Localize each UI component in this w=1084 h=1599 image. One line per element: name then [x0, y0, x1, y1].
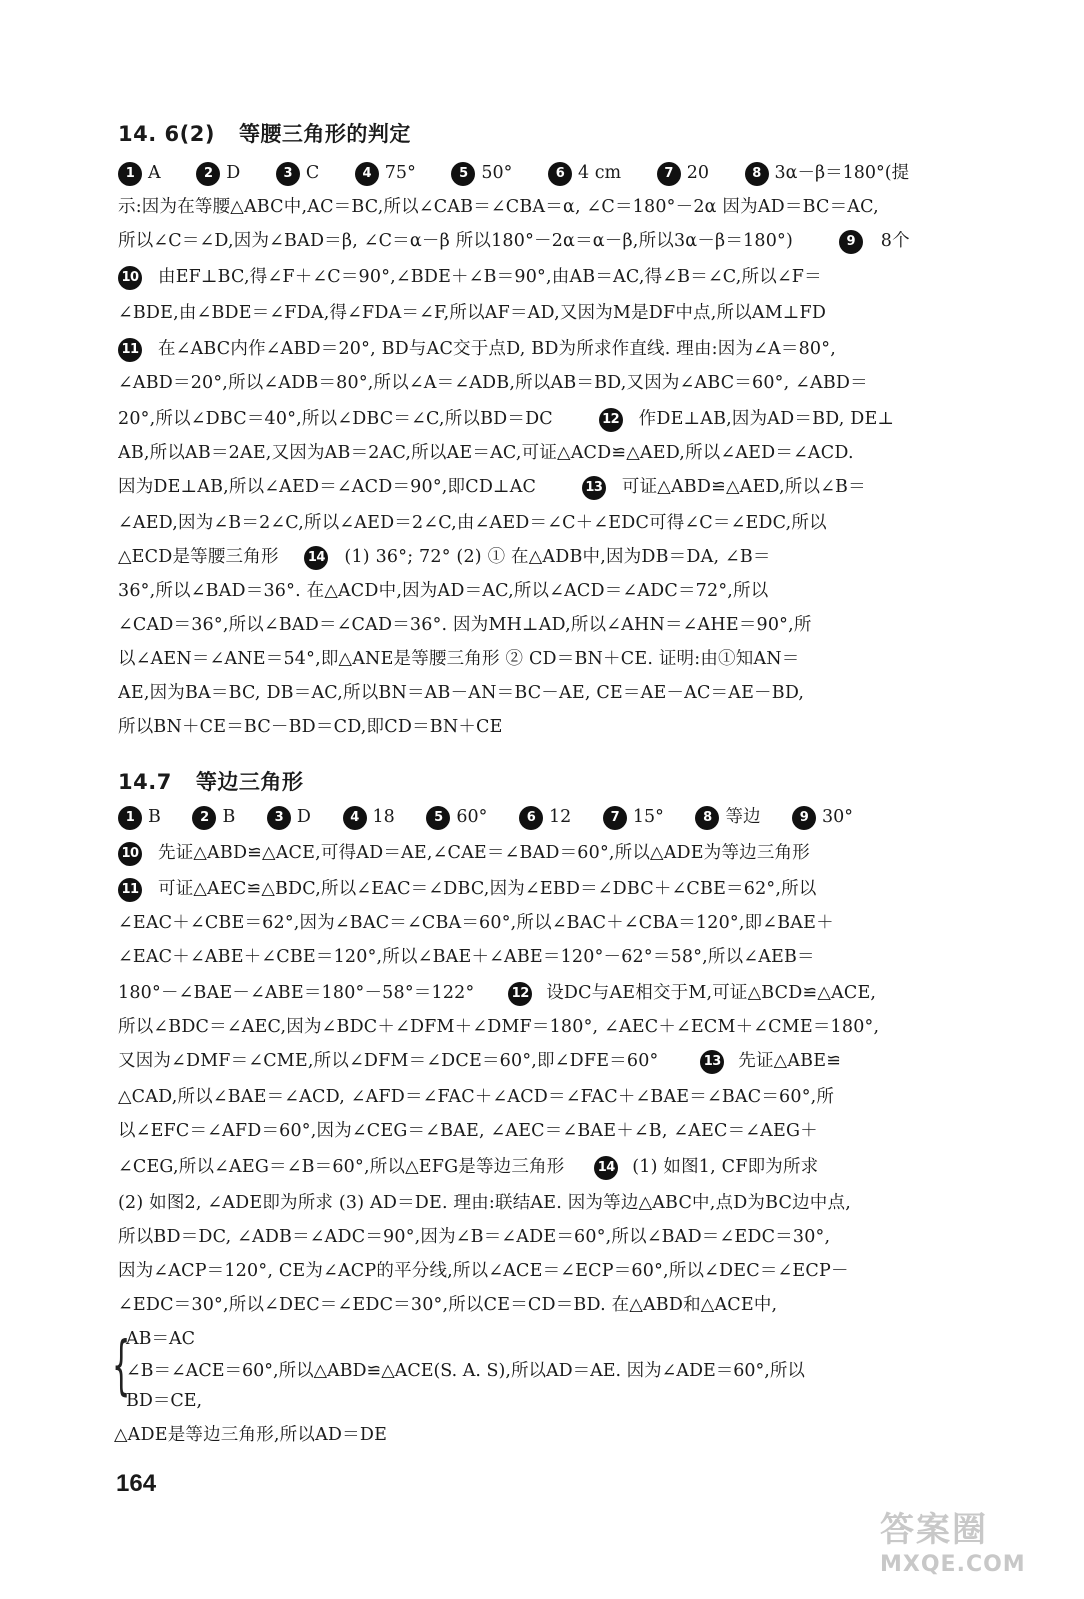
- text-line: [118, 1150, 988, 1184]
- answer-item: [426, 800, 487, 834]
- line-text: △ECD是等腰三角形: [118, 547, 279, 567]
- text-line: 以∠AEN＝∠ANE＝54°,即△ANE是等腰三角形 ② CD＝BN＋CE. 证明:由①知AN＝: [118, 649, 800, 669]
- answer-value: 18: [372, 807, 395, 827]
- question-number-badge: 7: [603, 806, 627, 830]
- text-line: 所以BN＋CE＝BC－BD＝CD,即CD＝BN＋CE: [118, 717, 503, 737]
- text-line: [118, 872, 988, 906]
- section-title: 等腰三角形的判定: [238, 122, 411, 146]
- question-number-badge: 6: [548, 162, 572, 186]
- answer-value: 60°: [456, 807, 488, 827]
- line-text: 可证△AEC≌△BDC,所以∠EAC＝∠DBC,因为∠EBD＝∠DBC＋∠CBE＝62°,所以: [158, 879, 817, 899]
- answer-item: [196, 156, 240, 190]
- answer-value: 8个: [880, 231, 910, 251]
- line-text: 先证△ABD≌△ACE,可得AD＝AE,∠CAE＝∠BAD＝60°,所以△ADE为等边三角形: [158, 843, 810, 863]
- line-text: ∠CEG,所以∠AEG＝∠B＝60°,所以△EFG是等边三角形: [118, 1157, 565, 1177]
- text-line: [118, 540, 988, 574]
- question-number-badge: 9: [792, 806, 816, 830]
- question-number-badge: 10: [118, 842, 142, 866]
- section-heading-14-7: [118, 766, 303, 796]
- text-line: 因为∠ACP＝120°, CE为∠ACP的平分线,所以∠ACE＝∠ECP＝60°,所以∠DEC＝∠ECP－: [118, 1261, 849, 1281]
- text-line: 以∠EFC＝∠AFD＝60°,因为∠CEG＝∠BAE, ∠AEC＝∠BAE＋∠B, ∠AEC＝∠AEG＋: [118, 1121, 818, 1141]
- question-number-badge: 9: [839, 230, 863, 254]
- text-line: (2) 如图2, ∠ADE即为所求 (3) AD＝DE. 理由:联结AE. 因为等边△ABC中,点D为BC边中点,: [118, 1193, 851, 1213]
- line-text: 在∠ABC内作∠ABD＝20°, BD与AC交于点D, BD为所求作直线. 理由:因为∠A＝80°,: [158, 339, 836, 359]
- short-answers-row: [118, 800, 853, 834]
- question-number-badge: 14: [594, 1156, 618, 1180]
- line-text: 设DC与AE相交于M,可证△BCD≌△ACE,: [546, 983, 877, 1003]
- question-number-badge: 4: [343, 806, 367, 830]
- answer-value: 15°: [632, 807, 664, 827]
- line-text: 180°－∠BAE－∠ABE＝180°－58°＝122°: [118, 983, 475, 1003]
- answer-item: [792, 800, 853, 834]
- question-number-badge: 3: [267, 806, 291, 830]
- section-title: 等边三角形: [195, 770, 304, 794]
- text-line: 36°,所以∠BAD＝36°. 在△ACD中,因为AD＝AC,所以∠ACD＝∠ADC＝72°,所以: [118, 581, 769, 601]
- question-number-badge: 11: [118, 338, 142, 362]
- text-line: AE,因为BA＝BC, DB＝AC,所以BN＝AB－AN＝BC－AE, CE＝AE－AC＝AE－BD,: [118, 683, 805, 703]
- answer-value: 30°: [822, 807, 854, 827]
- text-line: ∠ABD＝20°,所以∠ADB＝80°,所以∠A＝∠ADB,所以AB＝BD,又因为∠ABC＝60°, ∠ABD＝: [118, 373, 868, 393]
- text-line: ∠EAC＋∠CBE＝62°,因为∠BAC＝∠CBA＝60°,所以∠BAC＋∠CBA＝120°,即∠BAE＋: [118, 913, 834, 933]
- text-line: [118, 1044, 988, 1078]
- answer-item: [603, 800, 664, 834]
- system-line: AB＝AC: [126, 1329, 196, 1349]
- answer-value: 4 cm: [578, 163, 622, 183]
- answer-item: [192, 800, 235, 834]
- line-text: 由EF⊥BC,得∠F＋∠C＝90°,∠BDE＋∠B＝90°,由AB＝AC,得∠B＝∠C,所以∠F＝: [158, 267, 822, 287]
- line-text: 又因为∠DMF＝∠CME,所以∠DFM＝∠DCE＝60°,即∠DFE＝60°: [118, 1051, 659, 1071]
- line-text: 因为DE⊥AB,所以∠AED＝∠ACD＝90°,即CD⊥AC: [118, 477, 537, 497]
- answer-value: B: [148, 807, 161, 827]
- watermark-url: MXQE.COM: [880, 1552, 1026, 1577]
- text-line: [118, 470, 988, 504]
- answer-item: [355, 156, 416, 190]
- question-number-badge: 4: [355, 162, 379, 186]
- page-number: 164: [116, 1470, 157, 1497]
- line-text: 可证△ABD≌△AED,所以∠B＝: [621, 477, 866, 497]
- question-number-badge: 11: [118, 878, 142, 902]
- answer-item: [745, 156, 910, 190]
- question-number-badge: 5: [451, 162, 475, 186]
- answer-value: 12: [548, 807, 572, 827]
- question-number-badge: 7: [657, 162, 681, 186]
- text-line: ∠EAC＋∠ABE＋∠CBE＝120°,所以∠BAE＋∠ABE＝120°－62°＝58°,所以∠AEB＝: [118, 947, 815, 967]
- question-number-badge: 1: [118, 162, 142, 186]
- answer-value: A: [148, 163, 161, 183]
- line-text: 所以∠C＝∠D,因为∠BAD＝β, ∠C＝α－β 所以180°－2α＝α－β,所以3α－β＝180°): [118, 231, 794, 251]
- answer-item: [548, 156, 621, 190]
- answer-value: 3α－β＝180°(提: [774, 163, 910, 183]
- text-line: AB,所以AB＝2AE,又因为AB＝2AC,所以AE＝AC,可证△ACD≌△AED,所以∠AED＝∠ACD.: [118, 443, 854, 463]
- answer-value: B: [222, 807, 236, 827]
- answer-value: D: [296, 807, 311, 827]
- line-text: (1) 如图1, CF即为所求: [632, 1157, 819, 1177]
- text-line: ∠BDE,由∠BDE＝∠FDA,得∠FDA＝∠F,所以AF＝AD,又因为M是DF中点,所以AM⊥FD: [118, 303, 827, 323]
- question-number-badge: 12: [508, 982, 532, 1006]
- line-text: 作DE⊥AB,因为AD＝BD, DE⊥: [638, 409, 895, 429]
- text-line: [118, 836, 988, 870]
- question-number-badge: 8: [695, 806, 719, 830]
- line-text: (1) 36°; 72° (2) ① 在△ADB中,因为DB＝DA, ∠B＝: [344, 547, 771, 567]
- answer-item: [267, 800, 311, 834]
- text-line: 所以∠BDC＝∠AEC,因为∠BDC＋∠DFM＋∠DMF＝180°, ∠AEC＋∠ECM＋∠CME＝180°,: [118, 1017, 880, 1037]
- answer-value: 50°: [481, 163, 513, 183]
- system-line: ∠B＝∠ACE＝60°,所以△ABD≌△ACE(S. A. S),所以AD＝AE. 因为∠ADE＝60°,所以: [126, 1361, 805, 1381]
- question-number-badge: 13: [582, 476, 606, 500]
- answer-item: [695, 800, 760, 834]
- text-line: ∠CAD＝36°,所以∠BAD＝∠CAD＝36°. 因为MH⊥AD,所以∠AHN＝∠AHE＝90°,所: [118, 615, 812, 635]
- question-number-badge: 2: [192, 806, 216, 830]
- answer-value: 20: [686, 163, 709, 183]
- question-number-badge: 6: [519, 806, 543, 830]
- answer-item: [118, 156, 161, 190]
- answer-item: [657, 156, 709, 190]
- text-line: [118, 976, 988, 1010]
- question-number-badge: 1: [118, 806, 142, 830]
- answer-item: [519, 800, 571, 834]
- line-text: 先证△ABE≌: [738, 1051, 842, 1071]
- text-line: 示:因为在等腰△ABC中,AC＝BC,所以∠CAB＝∠CBA＝α, ∠C＝180°－2α 因为AD＝BC＝AC,: [118, 197, 879, 217]
- question-number-badge: 5: [426, 806, 450, 830]
- text-line: △ADE是等边三角形,所以AD＝DE: [114, 1425, 388, 1445]
- left-brace: {: [112, 1329, 131, 1403]
- question-number-badge: 10: [118, 266, 142, 290]
- question-number-badge: 14: [304, 546, 328, 570]
- watermark-logo: [880, 1510, 1060, 1590]
- system-line: BD＝CE,: [126, 1391, 203, 1411]
- short-answers-row: [118, 156, 909, 190]
- question-number-badge: 12: [599, 408, 623, 432]
- line-text: 20°,所以∠DBC＝40°,所以∠DBC＝∠C,所以BD＝DC: [118, 409, 553, 429]
- text-line: ∠EDC＝30°,所以∠DEC＝∠EDC＝30°,所以CE＝CD＝BD. 在△ABD和△ACE中,: [118, 1295, 778, 1315]
- answer-value: 75°: [384, 163, 416, 183]
- text-line: △CAD,所以∠BAE＝∠ACD, ∠AFD＝∠FAC＋∠ACD＝∠FAC＋∠BAE＝∠BAC＝60°,所: [118, 1087, 835, 1107]
- text-line: ∠AED,因为∠B＝2∠C,所以∠AED＝2∠C,由∠AED＝∠C＋∠EDC可得∠C＝∠EDC,所以: [118, 513, 827, 533]
- answer-value: 等边: [725, 807, 761, 827]
- answer-value: C: [305, 163, 320, 183]
- text-line: [118, 402, 988, 436]
- answer-item: [343, 800, 395, 834]
- text-line: 所以BD＝DC, ∠ADB＝∠ADC＝90°,因为∠B＝∠ADE＝60°,所以∠BAD＝∠EDC＝30°,: [118, 1227, 831, 1247]
- section-number: 14. 6(2): [118, 122, 215, 146]
- question-number-badge: 13: [700, 1050, 724, 1074]
- question-number-badge: 3: [276, 162, 300, 186]
- text-line: [118, 260, 988, 294]
- answer-item: [118, 800, 161, 834]
- watermark-title: 答案圈: [880, 1510, 988, 1550]
- answer-value: D: [226, 163, 241, 183]
- question-number-badge: 8: [745, 162, 769, 186]
- section-heading-14-6-2: [118, 118, 411, 148]
- text-line: [118, 224, 988, 258]
- text-line: [118, 332, 988, 366]
- section-number: 14.7: [118, 770, 172, 794]
- answer-item: [276, 156, 319, 190]
- answer-item: [451, 156, 512, 190]
- question-number-badge: 2: [196, 162, 220, 186]
